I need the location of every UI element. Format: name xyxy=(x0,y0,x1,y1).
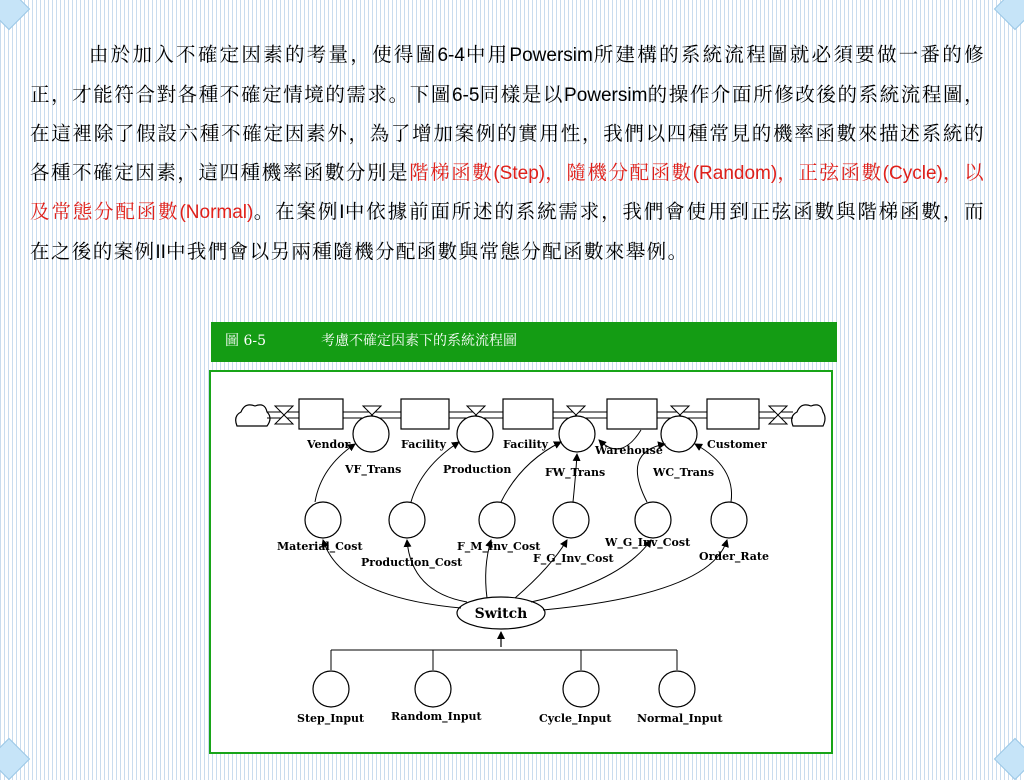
system-flow-diagram xyxy=(211,372,831,752)
input-normal xyxy=(659,671,695,707)
sink-cloud-icon xyxy=(792,405,825,426)
link-arrow xyxy=(531,540,651,602)
stock-vendor xyxy=(299,399,343,429)
aux-fm-inv-cost xyxy=(479,502,515,538)
aux-label: W_G_Inv_Cost xyxy=(605,536,691,549)
input-random xyxy=(415,671,451,707)
input-label: Random_Input xyxy=(391,710,482,723)
figure-frame xyxy=(209,370,833,754)
stock-customer xyxy=(707,399,759,429)
stock-label: Customer xyxy=(707,438,767,451)
valve-icon xyxy=(275,406,293,424)
figure-number: 圖 6-5 xyxy=(225,333,266,349)
stock-label: Vendor xyxy=(307,438,351,451)
text-run: 所建構的系統流程圖就必須要做一番的修正，才能符合對各種不確定情境的需求。下圖 xyxy=(30,43,985,106)
text-run: I xyxy=(339,202,345,223)
highlight-step-en: (Step) xyxy=(493,162,546,184)
corner-decoration-bottom-right xyxy=(994,738,1024,780)
input-label: Step_Input xyxy=(297,712,365,725)
text-run: 6-5 xyxy=(451,84,480,106)
highlight-step: 階梯函數 xyxy=(409,160,494,184)
text-run: Powersim xyxy=(509,45,593,66)
aux-production-cost xyxy=(389,502,425,538)
input-label: Cycle_Input xyxy=(539,712,612,725)
aux-material-cost xyxy=(305,502,341,538)
flow-label: WC_Trans xyxy=(653,466,715,479)
text-run: 中依據前面所述的系統需求，我們會使用到正弦函數與階梯函數，而在之後的案例 xyxy=(30,200,985,263)
body-paragraph xyxy=(30,36,985,272)
corner-decoration-top-right xyxy=(994,0,1024,30)
highlight-random-en: (Random) xyxy=(692,162,778,184)
aux-order-rate xyxy=(711,502,747,538)
flow-rate-production xyxy=(457,416,493,452)
valve-icon xyxy=(769,406,787,424)
aux-label: Order_Rate xyxy=(699,550,769,563)
corner-decoration-bottom-left xyxy=(0,738,30,780)
figure-title: 考慮不確定因素下的系統流程圖 xyxy=(321,333,517,349)
stock-facility-material xyxy=(401,399,449,429)
switch-label: Switch xyxy=(474,606,528,622)
text-run: Powersim xyxy=(564,84,648,106)
highlight-random: ，隨機分配函數 xyxy=(545,160,693,184)
text-run: 中我們會以另兩種隨機分配函數與常態分配函數來舉例。 xyxy=(165,239,689,263)
highlight-cycle-en: (Cycle) xyxy=(882,162,943,184)
flow-rate-vf-trans xyxy=(353,416,389,452)
aux-fg-inv-cost xyxy=(553,502,589,538)
flow-rate-wc-trans xyxy=(661,416,697,452)
input-label: Normal_Input xyxy=(637,712,723,725)
text-run: 6-4 xyxy=(437,45,465,66)
source-cloud-icon xyxy=(236,405,270,426)
aux-label: F_M_Inv_Cost xyxy=(457,540,541,553)
input-cycle xyxy=(563,671,599,707)
input-step xyxy=(313,671,349,707)
aux-label: Production_Cost xyxy=(361,556,463,569)
flow-label: VF_Trans xyxy=(345,463,402,476)
corner-decoration-top-left xyxy=(0,0,30,30)
text-run: 同樣是以 xyxy=(479,82,565,106)
aux-label: F_G_Inv_Cost xyxy=(533,552,614,565)
aux-label: Material_Cost xyxy=(277,540,363,553)
aux-wg-inv-cost xyxy=(635,502,671,538)
text-run: 的操作介面所修改後的系統流程圖，在這裡除了假設六種不確定因素外，為了增加案例的實用性，我們以四種常見的機率函數來描述系統的各種不確定因素，這四種機率函數分別是 xyxy=(30,82,985,184)
flow-label: FW_Trans xyxy=(545,466,606,479)
stock-label: Warehouse xyxy=(595,444,663,457)
flow-label: Production xyxy=(443,463,512,476)
stock-facility-goods xyxy=(503,399,553,429)
highlight-normal-en: (Normal) xyxy=(179,202,254,223)
highlight-normal: ，以及常態分配函數 xyxy=(30,160,985,223)
text-run: 。在案例 xyxy=(253,200,340,223)
stock-label: Facility xyxy=(401,438,447,451)
text-run: II xyxy=(155,241,166,263)
flow-rate-fw-trans xyxy=(559,416,595,452)
stock-warehouse xyxy=(607,399,657,429)
figure-caption-bar xyxy=(211,322,837,362)
text-run: 由於加入不確定因素的考量，使得圖 xyxy=(88,43,438,66)
highlight-cycle: ，正弦函數 xyxy=(777,160,883,184)
text-run: 中用 xyxy=(464,43,510,66)
stock-label: Facility xyxy=(503,438,549,451)
